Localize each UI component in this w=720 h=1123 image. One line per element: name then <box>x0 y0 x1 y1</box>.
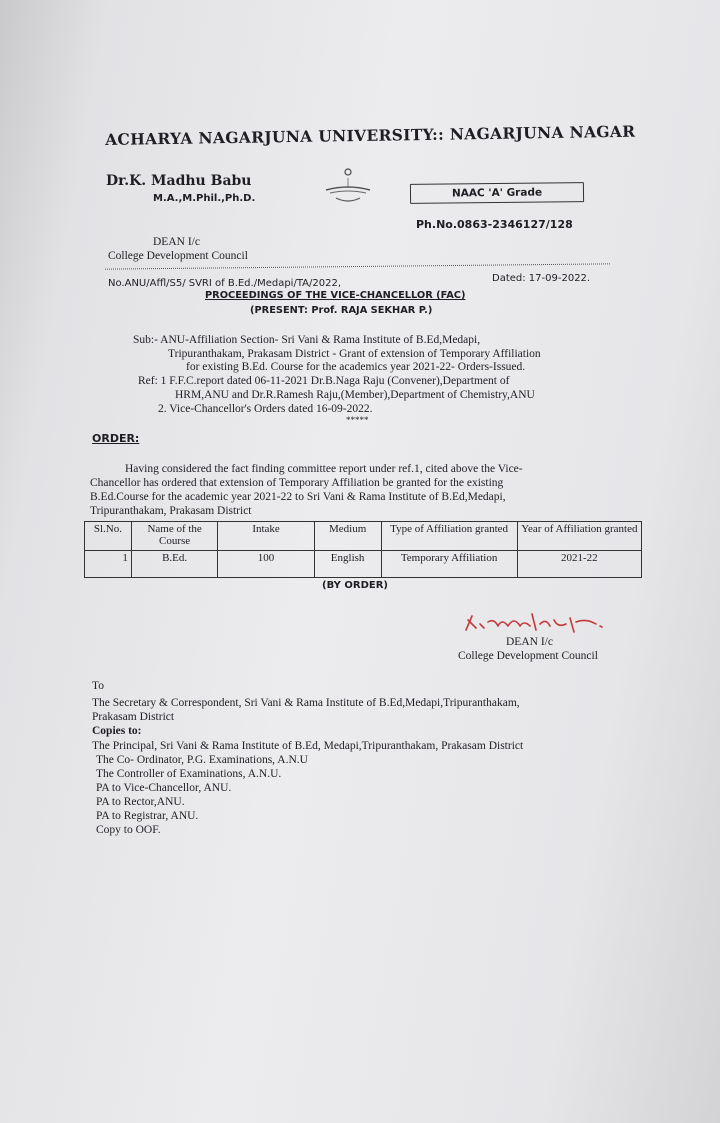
table-row <box>85 551 642 578</box>
table-header-row <box>85 522 642 551</box>
copy-recipient: PA to Registrar, ANU. <box>96 810 199 822</box>
proceedings-title: PROCEEDINGS OF THE VICE-CHANCELLOR (FAC) <box>205 290 466 301</box>
phone-number: Ph.No.0863-2346127/128 <box>416 218 573 231</box>
dean-qualifications: M.A.,M.Phil.,Ph.D. <box>153 193 256 204</box>
dean-name: Dr.K. Madhu Babu <box>106 173 252 189</box>
university-emblem-icon <box>322 160 374 212</box>
order-paragraph-line: Having considered the fact finding committee report under ref.1, cited above the Vice- <box>125 463 523 475</box>
designation: DEAN I/c <box>153 236 200 248</box>
recipient-line: Prakasam District <box>92 711 175 723</box>
header-divider <box>105 263 610 269</box>
copy-recipient: The Co- Ordinator, P.G. Examinations, A.N.U <box>96 754 308 766</box>
column-header: Type of Affiliation granted <box>381 522 517 551</box>
reference-line: 2. Vice-Chancellor's Orders dated 16-09-2022. <box>158 403 373 415</box>
order-heading: ORDER: <box>92 432 140 445</box>
reference-number: No.ANU/Affl/S5/ SVRI of B.Ed./Medapi/TA/2022, <box>108 278 342 289</box>
table-cell: 100 <box>218 551 314 578</box>
closing-designation: DEAN I/c <box>506 636 553 648</box>
table-cell: 2021-22 <box>517 551 641 578</box>
department: College Development Council <box>108 250 248 262</box>
subject-line: for existing B.Ed. Course for the academics year 2021-22- Orders-Issued. <box>186 361 526 373</box>
stars-separator: ***** <box>346 415 369 425</box>
column-header: Sl.No. <box>85 522 132 551</box>
reference-line: HRM,ANU and Dr.R.Ramesh Raju,(Member),Department of Chemistry,ANU <box>175 389 535 401</box>
table-cell: 1 <box>85 551 132 578</box>
copy-recipient: The Principal, Sri Vani & Rama Institute of B.Ed, Medapi,Tripuranthakam, Prakasam District <box>92 740 524 752</box>
column-header: Name of the Course <box>131 522 218 551</box>
column-header: Intake <box>218 522 314 551</box>
affiliation-table <box>84 521 642 578</box>
reference-line: Ref: 1 F.F.C.report dated 06-11-2021 Dr.B.Naga Raju (Convener),Department of <box>138 375 510 387</box>
subject-line: Tripuranthakam, Prakasam District - Grant of extension of Temporary Affiliation <box>168 348 541 360</box>
to-label: To <box>92 680 104 692</box>
copy-recipient: The Controller of Examinations, A.N.U. <box>96 768 282 780</box>
copy-recipient: PA to Vice-Chancellor, ANU. <box>96 782 232 794</box>
naac-grade-badge: NAAC 'A' Grade <box>410 182 584 204</box>
order-paragraph-line: Tripuranthakam, Prakasam District <box>90 505 252 517</box>
signature-mark <box>462 608 612 638</box>
order-paragraph-line: B.Ed.Course for the academic year 2021-22 to Sri Vani & Rama Institute of B.Ed,Medapi, <box>90 491 506 503</box>
reference-date: Dated: 17-09-2022. <box>492 273 591 284</box>
column-header: Medium <box>314 522 381 551</box>
closing-department: College Development Council <box>458 650 598 662</box>
table-cell: B.Ed. <box>131 551 218 578</box>
column-header: Year of Affiliation granted <box>517 522 641 551</box>
copies-heading: Copies to: <box>92 725 142 737</box>
proceedings-present: (PRESENT: Prof. RAJA SEKHAR P.) <box>250 305 433 316</box>
copy-recipient: Copy to OOF. <box>96 824 161 836</box>
recipient-line: The Secretary & Correspondent, Sri Vani & Rama Institute of B.Ed,Medapi,Tripuranthakam, <box>92 697 520 709</box>
by-order-label: (BY ORDER) <box>322 580 388 591</box>
table-cell: Temporary Affiliation <box>381 551 517 578</box>
order-paragraph-line: Chancellor has ordered that extension of Temporary Affiliation be granted for the existing <box>90 477 504 489</box>
subject-line: Sub:- ANU-Affiliation Section- Sri Vani & Rama Institute of B.Ed,Medapi, <box>133 334 481 346</box>
copy-recipient: PA to Rector,ANU. <box>96 796 185 808</box>
table-cell: English <box>314 551 381 578</box>
university-title: ACHARYA NAGARJUNA UNIVERSITY:: NAGARJUNA NAGAR <box>105 121 636 149</box>
